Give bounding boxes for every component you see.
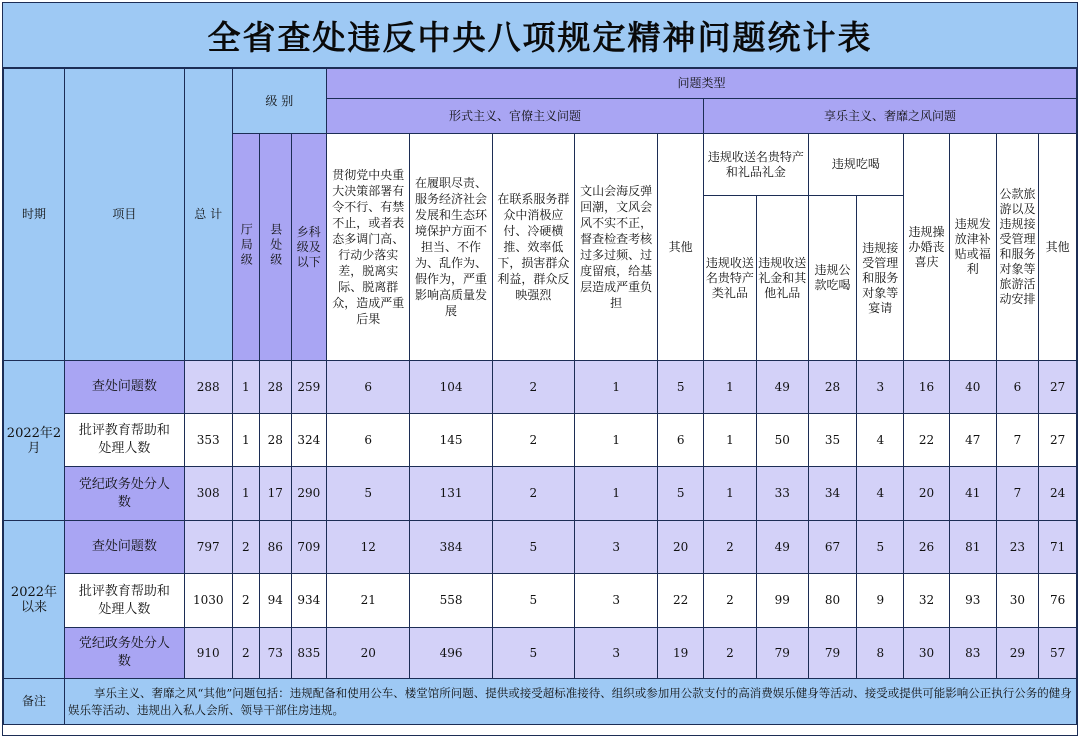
table-row: [4, 628, 1077, 679]
header-row-1: [4, 69, 1077, 99]
wedding-header: 违规操办婚丧喜庆: [904, 134, 950, 361]
eat-group-header: 违规吃喝: [808, 134, 904, 196]
cell-value: 7: [996, 467, 1039, 521]
cell-value: 3: [574, 628, 657, 679]
cell-value: 1: [232, 467, 259, 521]
cell-value: 1030: [184, 574, 232, 628]
cell-value: 5: [492, 521, 574, 574]
cell-value: 4: [857, 414, 904, 467]
cell-value: 145: [410, 414, 492, 467]
cell-value: 2: [232, 574, 259, 628]
cell-value: 33: [756, 467, 808, 521]
cell-value: 20: [658, 521, 704, 574]
cell-value: 384: [410, 521, 492, 574]
eat-col-1: 违规公款吃喝: [808, 196, 857, 361]
row-item-label: 批评教育帮助和处理人数: [64, 574, 184, 628]
cell-value: 47: [949, 414, 996, 467]
cell-value: 23: [996, 521, 1039, 574]
formalism-col-1: 贯彻党中央重大决策部署有令不行、有禁不止，或者表态多调门高、行动少落实差，脱离实际、脱离群众，造成严重后果: [327, 134, 410, 361]
cell-value: 30: [904, 628, 950, 679]
cell-value: 34: [808, 467, 857, 521]
formalism-col-other: 其他: [658, 134, 704, 361]
cell-value: 5: [658, 361, 704, 414]
cell-value: 5: [857, 521, 904, 574]
cell-value: 1: [232, 361, 259, 414]
cell-value: 2: [704, 574, 757, 628]
data-body: [4, 361, 1077, 679]
cell-value: 35: [808, 414, 857, 467]
level-ting-header: 厅局级: [232, 134, 259, 361]
cell-value: 5: [492, 628, 574, 679]
cell-value: 28: [260, 361, 291, 414]
cell-value: 20: [327, 628, 410, 679]
gift-col-2: 违规收送礼金和其他礼品: [756, 196, 808, 361]
cell-value: 28: [260, 414, 291, 467]
cell-value: 76: [1039, 574, 1077, 628]
formalism-col-3: 在联系服务群众中消极应付、冷硬横推、效率低下，损害群众利益，群众反映强烈: [492, 134, 574, 361]
row-item-label: 查处问题数: [64, 361, 184, 414]
cell-value: 797: [184, 521, 232, 574]
cell-value: 32: [904, 574, 950, 628]
cell-value: 5: [492, 574, 574, 628]
cell-value: 79: [808, 628, 857, 679]
table-row: [4, 414, 1077, 467]
cell-value: 28: [808, 361, 857, 414]
cell-value: 9: [857, 574, 904, 628]
statistics-table: [3, 68, 1077, 725]
cell-value: 49: [756, 521, 808, 574]
cell-value: 86: [260, 521, 291, 574]
row-item-label: 批评教育帮助和处理人数: [64, 414, 184, 467]
cell-value: 21: [327, 574, 410, 628]
row-item-label: 查处问题数: [64, 521, 184, 574]
cell-value: 7: [996, 414, 1039, 467]
page-title: 全省查处违反中央八项规定精神问题统计表: [3, 3, 1077, 68]
cell-value: 22: [904, 414, 950, 467]
table-row: [4, 361, 1077, 414]
item-header: 项目: [64, 69, 184, 361]
cell-value: 29: [996, 628, 1039, 679]
cell-value: 79: [756, 628, 808, 679]
hedonism-other-header: 其他: [1039, 134, 1077, 361]
statistics-sheet: [2, 2, 1078, 736]
cell-value: 27: [1039, 414, 1077, 467]
cell-value: 22: [658, 574, 704, 628]
cell-value: 353: [184, 414, 232, 467]
formalism-col-2: 在履职尽责、服务经济社会发展和生态环境保护方面不担当、不作为、乱作为、假作为，严重影响高质量发展: [410, 134, 492, 361]
cell-value: 1: [704, 361, 757, 414]
cell-value: 709: [291, 521, 327, 574]
cell-value: 81: [949, 521, 996, 574]
cell-value: 3: [574, 574, 657, 628]
cell-value: 2: [704, 628, 757, 679]
cell-value: 71: [1039, 521, 1077, 574]
problem-type-header: 问题类型: [327, 69, 1077, 99]
cell-value: 308: [184, 467, 232, 521]
remark-text: 享乐主义、奢靡之风“其他”问题包括：违规配备和使用公车、楼堂馆所问题、提供或接受超标准接待、组织或参加用公款支付的高消费娱乐健身等活动、接受或提供可能影响公正执行公务的健身娱乐等活动、违规出入私人会所、领导干部住房违规。: [64, 679, 1076, 725]
gift-group-header: 违规收送名贵特产和礼品礼金: [704, 134, 809, 196]
cell-value: 3: [574, 521, 657, 574]
cell-value: 20: [904, 467, 950, 521]
cell-value: 19: [658, 628, 704, 679]
cell-value: 49: [756, 361, 808, 414]
remark-label: 备注: [4, 679, 65, 725]
cell-value: 1: [232, 414, 259, 467]
total-header: 总 计: [184, 69, 232, 361]
cell-value: 2: [232, 628, 259, 679]
cell-value: 324: [291, 414, 327, 467]
period-label: 2022年以来: [4, 521, 65, 679]
cell-value: 8: [857, 628, 904, 679]
cell-value: 131: [410, 467, 492, 521]
cell-value: 934: [291, 574, 327, 628]
cell-value: 558: [410, 574, 492, 628]
cell-value: 290: [291, 467, 327, 521]
hedonism-header: 享乐主义、奢靡之风问题: [704, 99, 1077, 134]
row-item-label: 党纪政务处分人数: [64, 467, 184, 521]
table-row: [4, 521, 1077, 574]
period-header: 时期: [4, 69, 65, 361]
travel-header: 公款旅游以及违规接受管理和服务对象等旅游活动安排: [996, 134, 1039, 361]
level-xiang-header: 乡科级及以下: [291, 134, 327, 361]
cell-value: 27: [1039, 361, 1077, 414]
cell-value: 6: [996, 361, 1039, 414]
row-item-label: 党纪政务处分人数: [64, 628, 184, 679]
cell-value: 17: [260, 467, 291, 521]
cell-value: 80: [808, 574, 857, 628]
cell-value: 16: [904, 361, 950, 414]
cell-value: 73: [260, 628, 291, 679]
cell-value: 5: [327, 467, 410, 521]
cell-value: 24: [1039, 467, 1077, 521]
cell-value: 26: [904, 521, 950, 574]
cell-value: 99: [756, 574, 808, 628]
cell-value: 4: [857, 467, 904, 521]
level-header: 级 别: [232, 69, 326, 134]
eat-col-2: 违规接受管理和服务对象等宴请: [857, 196, 904, 361]
cell-value: 1: [574, 361, 657, 414]
gift-col-1: 违规收送名贵特产类礼品: [704, 196, 757, 361]
cell-value: 41: [949, 467, 996, 521]
cell-value: 1: [704, 467, 757, 521]
formalism-header: 形式主义、官僚主义问题: [327, 99, 704, 134]
cell-value: 50: [756, 414, 808, 467]
cell-value: 30: [996, 574, 1039, 628]
cell-value: 40: [949, 361, 996, 414]
cell-value: 496: [410, 628, 492, 679]
cell-value: 6: [327, 361, 410, 414]
cell-value: 83: [949, 628, 996, 679]
cell-value: 6: [327, 414, 410, 467]
cell-value: 1: [574, 467, 657, 521]
cell-value: 910: [184, 628, 232, 679]
subsidy-header: 违规发放津补贴或福利: [949, 134, 996, 361]
cell-value: 93: [949, 574, 996, 628]
cell-value: 5: [658, 467, 704, 521]
cell-value: 1: [574, 414, 657, 467]
cell-value: 94: [260, 574, 291, 628]
cell-value: 288: [184, 361, 232, 414]
cell-value: 104: [410, 361, 492, 414]
cell-value: 2: [704, 521, 757, 574]
level-xian-header: 县处级: [260, 134, 291, 361]
cell-value: 67: [808, 521, 857, 574]
cell-value: 835: [291, 628, 327, 679]
formalism-col-4: 文山会海反弹回潮，文风会风不实不正，督查检查考核过多过频、过度留痕，给基层造成严重负担: [574, 134, 657, 361]
cell-value: 2: [492, 361, 574, 414]
remark-row: [4, 679, 1077, 725]
cell-value: 12: [327, 521, 410, 574]
cell-value: 1: [704, 414, 757, 467]
cell-value: 2: [492, 414, 574, 467]
table-row: [4, 467, 1077, 521]
cell-value: 259: [291, 361, 327, 414]
period-label: 2022年2月: [4, 361, 65, 521]
cell-value: 6: [658, 414, 704, 467]
cell-value: 2: [232, 521, 259, 574]
table-row: [4, 574, 1077, 628]
cell-value: 2: [492, 467, 574, 521]
cell-value: 57: [1039, 628, 1077, 679]
cell-value: 3: [857, 361, 904, 414]
